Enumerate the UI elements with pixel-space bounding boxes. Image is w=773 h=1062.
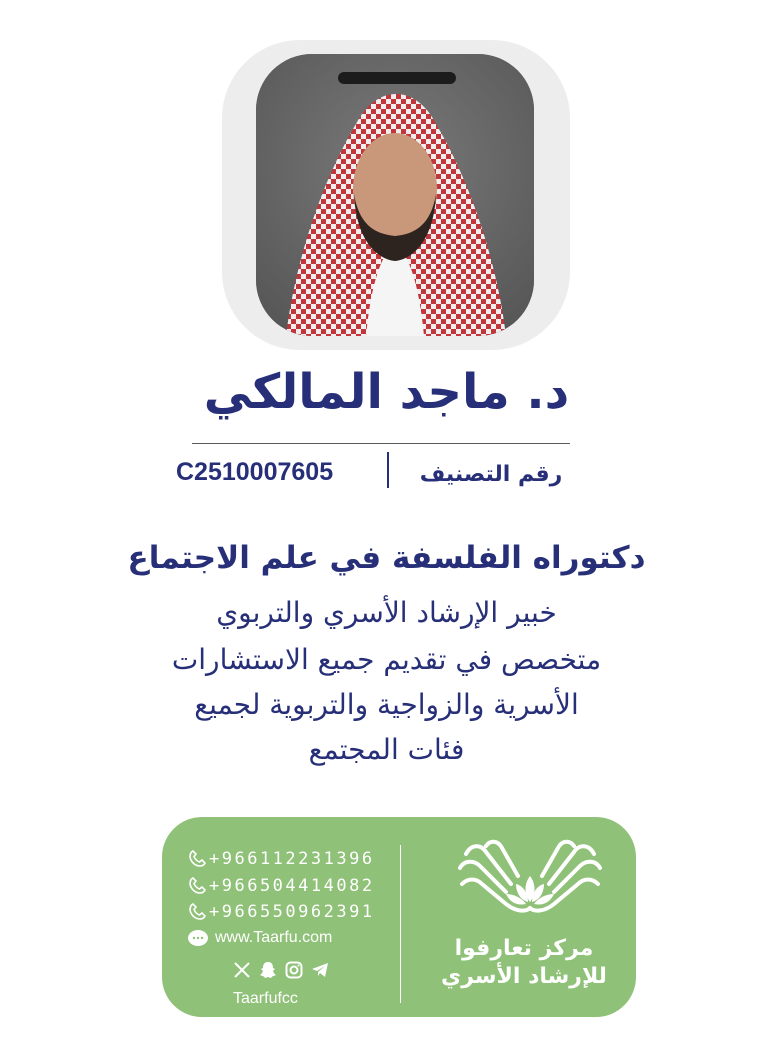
classification-separator [387,452,389,488]
doctor-name: د. ماجد المالكي [203,364,570,420]
description-line: خبير الإرشاد الأسري والتربوي [216,596,557,629]
chat-bubble-icon [187,929,209,947]
phone-text: +966550962391 [209,902,375,922]
classification-code: C2510007605 [176,458,334,486]
phone-number[interactable] [187,876,375,896]
phone-text: +966504414082 [209,876,375,896]
phone-number[interactable] [187,849,375,869]
phone-icon [187,849,207,869]
card-divider [400,845,401,1003]
degree-title: دكتوراه الفلسفة في علم الاجتماع [127,540,646,576]
website-text: www.Taarfu.com [215,929,333,946]
website-link[interactable] [187,929,332,947]
telegram-icon[interactable] [310,960,330,980]
phone-number[interactable] [187,902,375,922]
organization-name: مركز تعارفوا [454,936,594,961]
phone-text: +966112231396 [209,849,375,869]
social-icons [232,960,330,980]
classification-label: رقم التصنيف [419,462,563,487]
description-line: متخصص في تقديم جميع الاستشارات [171,643,602,676]
organization-subtitle: للإرشاد الأسري [441,964,607,989]
profile-photo [256,54,534,336]
divider-line [192,443,570,444]
hands-lotus-logo-icon [456,834,604,922]
phone-icon [187,902,207,922]
description-line: الأسرية والزواجية والتربوية لجميع [194,688,579,721]
phone-icon [187,876,207,896]
description-line: فئات المجتمع [308,733,465,766]
instagram-icon[interactable] [284,960,304,980]
x-icon[interactable] [232,960,252,980]
snapchat-icon[interactable] [258,960,278,980]
social-handle: Taarfufcc [233,990,298,1007]
